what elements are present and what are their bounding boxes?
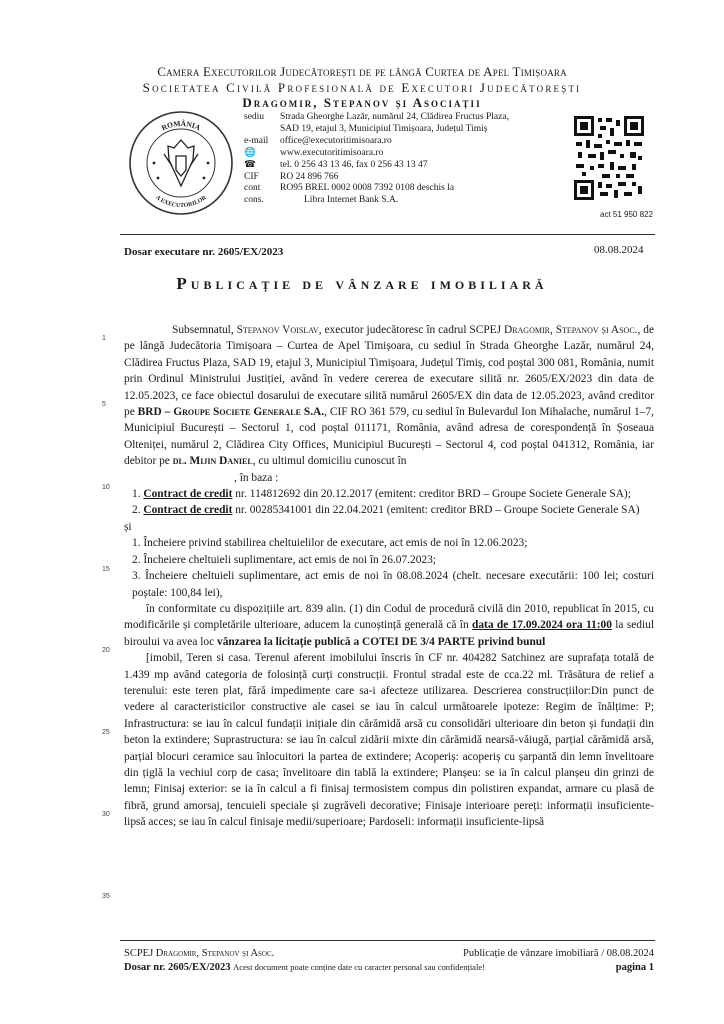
sale-object: vânzarea la licitație publică a COTEI DE 3/4 PARTE privind bunul [217,635,546,648]
footer-divider [120,940,655,941]
creditor-name: BRD – Groupe Societe Generale S.A. [137,406,325,419]
decision-item: 1. Încheiere privind stabilirea cheltuielilor de executare, act emis de noi în 12.06.2023; [132,537,528,550]
footer-page-number: pagina 1 [615,962,654,973]
header-divider [120,234,655,235]
contract-link[interactable]: Contract de credit [143,504,233,517]
line-number: 20 [102,647,110,654]
and-line: și [124,520,132,533]
debtor-name: dl. Mijin Daniel [172,455,253,468]
paragraph-sale: în conformitate cu dispozițiile art. 839 alin. (1) din Codul de procedură civilă din 2010, republicat în 2015, cu modificările și completările ulterioare, aducem la cunoștință generală că în data de 17.09.2024 ora 11:00 la sediul biroului va avea loc vânzarea la licitație publică a COTEI DE 3/4 PARTE privind bunul [124,602,655,648]
contract-item: 2. Contract de credit nr. 00285341001 din 22.04.2021 (emitent: creditor BRD – Groupe Societe Generale SA) [132,504,640,517]
globe-icon: 🌐 [244,147,256,158]
seal-top-text: ROMÂNIA [160,118,202,133]
phone-icon: ☎ [244,159,256,170]
act-number: act 51 950 822 [600,210,653,219]
footer-confidential-note: Acest document poate conține date cu caracter personal sau confidențiale! [233,962,485,972]
paragraph-intro: Subsemnatul, Stepanov Voislav, executor judecătoresc în cadrul SCPEJ Dragomir, Stepanov și Asoc., de pe lângă Judecătoria Timișoara – Curtea de Apel Timișoara, cu sediul în Strada Gheorghe Lazăr, numărul 24, Clădirea Fructus Plaza, SAD 19, etajul 3, Municipiul Timișoara, Județul Timiș, cod poștal 300 081, România, numit prin Ordinul Ministrului Justiției, având în vedere cererea de executare silită nr. 2605/EX/2023 din data de 12.05.2023, ce face obiectul dosarului de executare silită numărul 2605/EX din data de 12.05.2023, având creditor pe BRD – Groupe Societe Generale S.A., CIF RO 361 579, cu sediul în Bulevardul Ion Mihalache, numărul 1–7, Municipiul București – Sectorul 1, cod poștal 011171, România, având adresa de corespondență în Șoseaua Olteniței, numărul 2, Clădirea City Offices, Municipiul București – Sectorul 4, cod poștal 041312, România, iar debitor pe dl. Mijin Daniel, cu ultimul domiciliu cunoscut în [124,324,655,468]
line-number: 30 [102,811,110,818]
seal-icon [128,110,234,216]
contract-item: 1. Contract de credit nr. 114812692 din 20.12.2017 (emitent: creditor BRD – Groupe Societe Generale SA); [132,488,631,501]
header-partners: Dragomir, Stepanov și Asociații [242,95,482,110]
qr-code-icon [574,116,644,200]
contact-phone: tel. 0 256 43 13 46, fax 0 256 43 13 47 [280,159,428,170]
line-number: 15 [102,566,110,573]
firm-name: Dragomir, Stepanov și Asoc. [503,324,638,336]
line-number: 10 [102,484,110,491]
basis-line: , în baza : [234,471,279,484]
contact-address-2: SAD 19, etajul 3, Municipiul Timișoara, Județul Timiș [280,123,488,134]
seal-bottom-text: A EXECUTORILOR [154,194,208,210]
contact-cif: RO 24 896 766 [280,171,339,182]
contact-email: office@executoritimisoara.ro [280,135,392,146]
header-chamber: Camera Executorilor Judecătorești de pe lângă Curtea de Apel Timișoara [157,64,567,79]
contact-block [244,112,509,207]
line-number: 5 [102,401,106,408]
contact-account: RO95 BREL 0002 0008 7392 0108 deschis la [280,183,455,194]
line-number: 1 [102,335,106,342]
page-title: Publicație de vânzare imobiliară [176,274,548,293]
line-number: 25 [102,729,110,736]
contact-label: cont [244,183,261,194]
contact-label: sediu [244,112,265,122]
header-society: Societatea Civilă Profesională de Executori Judecătorești [142,80,582,95]
contract-link[interactable]: Contract de credit [143,488,233,501]
contact-address: Strada Gheorghe Lazăr, numărul 24, Clădirea Fructus Plaza, [280,112,509,122]
document-date: 08.08.2024 [594,244,644,256]
footer-firm: SCPEJ Dragomir, Stepanov și Asoc. [124,948,275,959]
executor-name: Stepanov Voislav [236,324,319,336]
contact-label: CIF [244,171,259,182]
footer-doc-ref: Publicație de vânzare imobiliară / 08.08.2024 [463,948,654,959]
document-body [124,322,654,831]
case-number: Dosar executare nr. 2605/EX/2023 [124,246,284,258]
sale-date: data de 17.09.2024 ora 11:00 [472,619,612,632]
line-number: 35 [102,893,110,900]
contact-bank: Libra Internet Bank S.A. [304,195,399,206]
contact-label: cons. [244,195,264,206]
footer-case: Dosar nr. 2605/EX/2023 Acest document poate conține date cu caracter personal sau confidențiale! [124,962,485,973]
property-description: [imobil, Teren si casa. Terenul aferent imobilului înscris în CF nr. 404282 Satchinez are suprafața totală de 1.439 mp având categoria de folosință curți construcții. Frontul stradal este de cca.22 ml. Trăsătura de relief a terenului: este teren plat, fără impedimente care sa-i afecteze utilizarea. Descrierea construcțiilor:Din punct de vedere al caracteristicilor constructive ale casei se iau în calcul următoarele ipoteze: Regim de înălțime: P; Infrastructura: se iau în calcul fundații inițiale din cărămidă arsă cu consolidări ulterioare din beton și fundații din beton la extindere; Suprastructura: se iau în calcul zidării mixte din cărămidă nearsă-văiugă, parțial cărămidă arsă, parțial blocuri ceramice sau înlocuitori la partea de extindere; Acoperiș: acoperiș cu șarpantă din lemn învelitoare din țiglă la vechiul corp de casa; învelitoare din tablă la extindere; Planșeu: se ia în calcul planșeu din grinzi de lemn; Finisaj exterior: se ia în calcul a fi finisaj termosistem compus din polistiren expandat, armare cu plasă de fibră, grund amorsaj, tencuieli speciale și zugrăveli decorative; Finisaje interioare pereți: informații insuficiente-lipsă acces; se iau în calcul finisaje medii/superioare; Pardoseli: informații insuficiente-lipsă [124,652,654,829]
contact-label: e-mail [244,135,269,146]
decision-item: 3. Încheiere cheltuieli suplimentare, act emis de noi în 08.08.2024 (chelt. necesare executării: 100 lei; costuri poștale: 100,84 lei), [132,570,654,599]
contact-website: www.executoritimisoara.ro [280,147,384,158]
decision-item: 2. Încheiere cheltuieli suplimentare, act emis de noi în 26.07.2023; [132,553,436,566]
